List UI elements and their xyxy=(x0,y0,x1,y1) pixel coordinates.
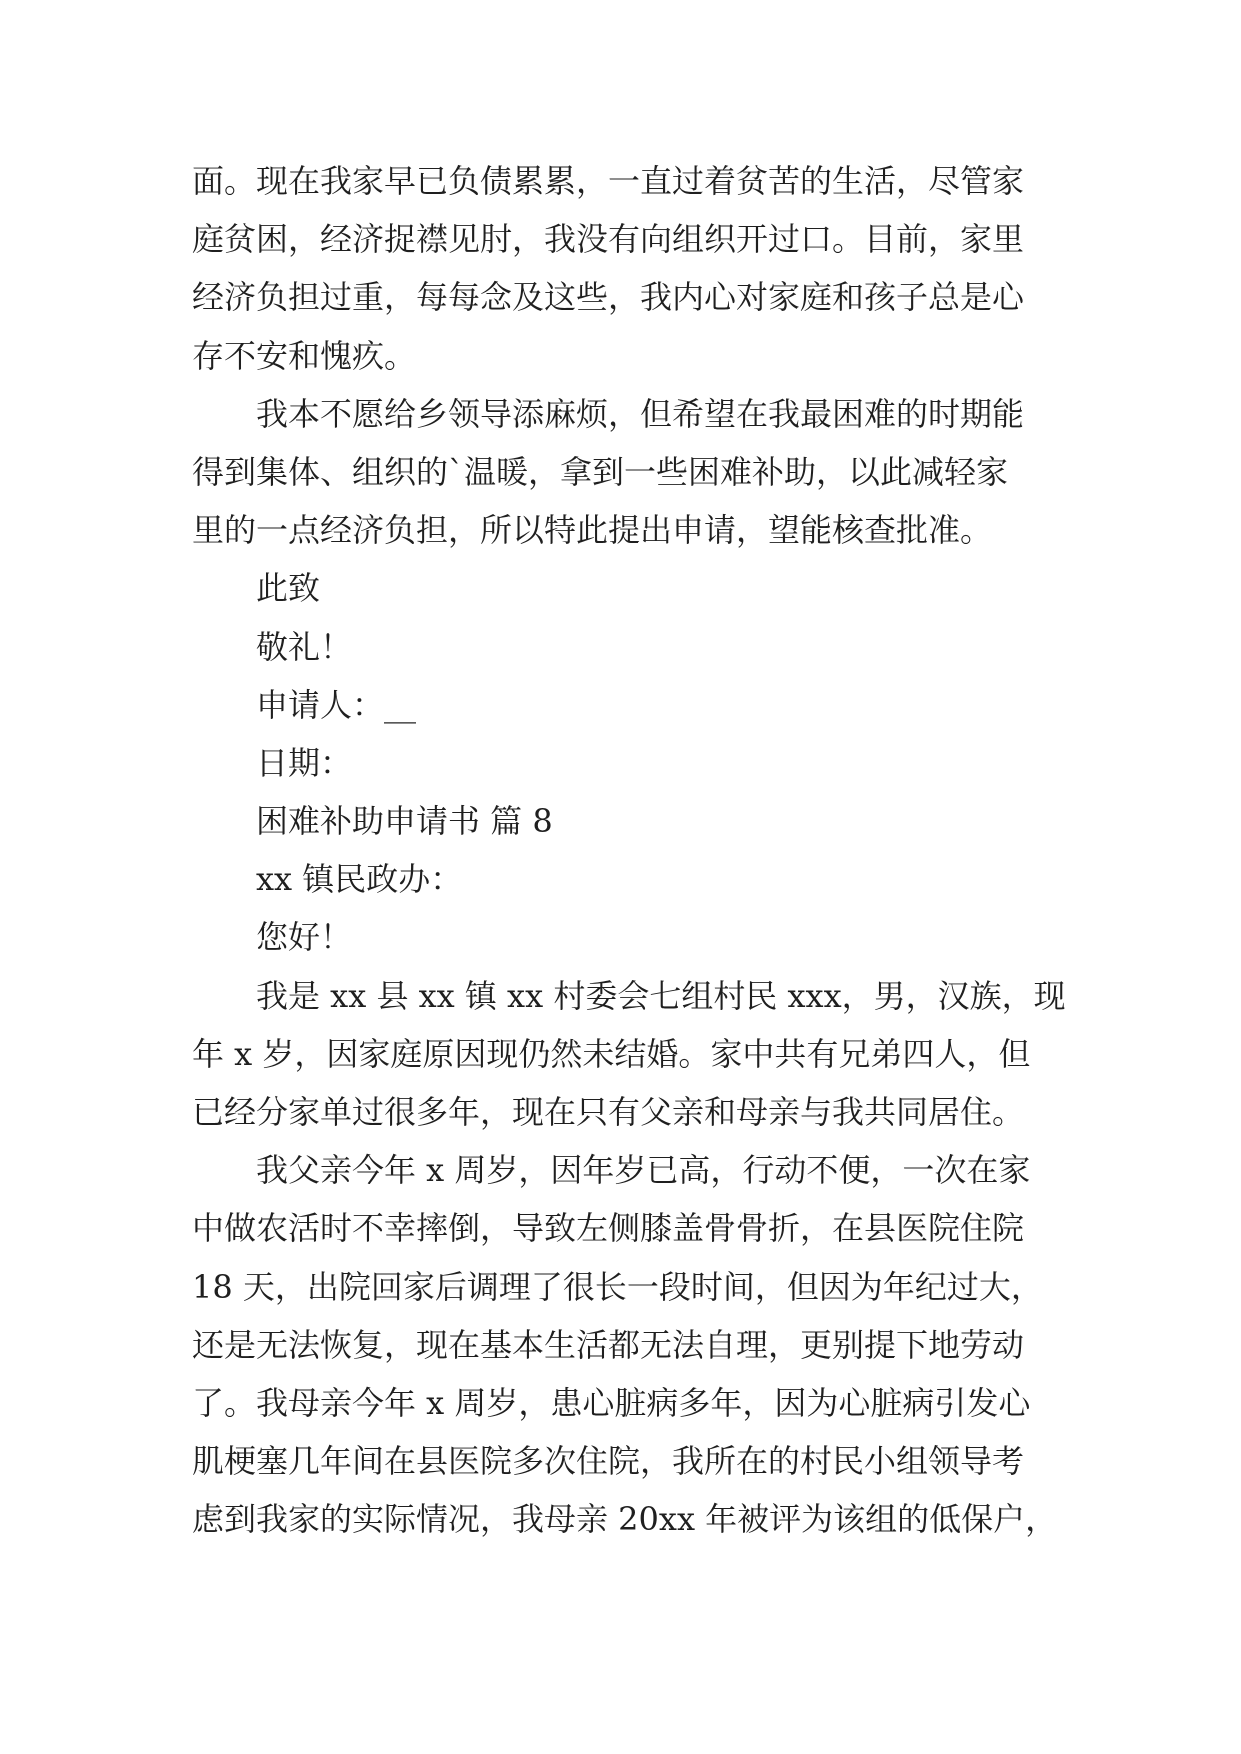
text-line: 此致 xyxy=(256,569,321,608)
text-line: 已经分家单过很多年，现在只有父亲和母亲与我共同居住。 xyxy=(192,1093,1025,1131)
text-line: 面。现在我家早已负债累累，一直过着贫苦的生活，尽管家 xyxy=(192,162,1025,200)
text-line: 我是 xx 县 xx 镇 xx 村委会七组村民 xxx，男，汉族，现 xyxy=(256,976,1066,1015)
text-line: 得到集体、组织的`温暖，拿到一些困难补助，以此减轻家 xyxy=(192,452,1009,491)
text-line: 年 x 岁，因家庭原因现仍然未结婚。家中共有兄弟四人，但 xyxy=(192,1034,1031,1073)
text-line: xx 镇民政办： xyxy=(256,860,463,899)
text-line: 申请人：__ xyxy=(256,685,417,724)
text-line: 了。我母亲今年 x 周岁，患心脏病多年，因为心脏病引发心 xyxy=(192,1383,1031,1422)
text-line: 日期： xyxy=(256,743,353,782)
text-line: 虑到我家的实际情况，我母亲 20xx 年被评为该组的低保户， xyxy=(192,1500,1058,1539)
text-line: 经济负担过重，每每念及这些，我内心对家庭和孩子总是心 xyxy=(192,278,1025,317)
text-line: 18 天，出院回家后调理了很长一段时间，但因为年纪过大， xyxy=(192,1267,1043,1306)
text-line: 肌梗塞几年间在县医院多次住院，我所在的村民小组领导考 xyxy=(192,1442,1025,1481)
text-line: 我本不愿给乡领导添麻烦，但希望在我最困难的时期能 xyxy=(256,394,1025,433)
text-line: 里的一点经济负担，所以特此提出申请，望能核查批准。 xyxy=(192,511,993,550)
text-line: 敬礼！ xyxy=(256,627,353,666)
text-line: 困难补助申请书 篇 8 xyxy=(256,802,553,841)
text-line: 我父亲今年 x 周岁，因年岁已高，行动不便，一次在家 xyxy=(256,1151,1031,1190)
text-line: 还是无法恢复，现在基本生活都无法自理，更别提下地劳动 xyxy=(192,1325,1025,1364)
text-line: 中做农活时不幸摔倒，导致左侧膝盖骨骨折，在县医院住院 xyxy=(192,1209,1025,1248)
text-line: 庭贫困，经济捉襟见肘，我没有向组织开过口。目前，家里 xyxy=(192,220,1025,259)
text-line: 存不安和愧疚。 xyxy=(192,336,417,375)
text-line: 您好！ xyxy=(256,918,353,957)
document-body xyxy=(192,152,1072,1549)
